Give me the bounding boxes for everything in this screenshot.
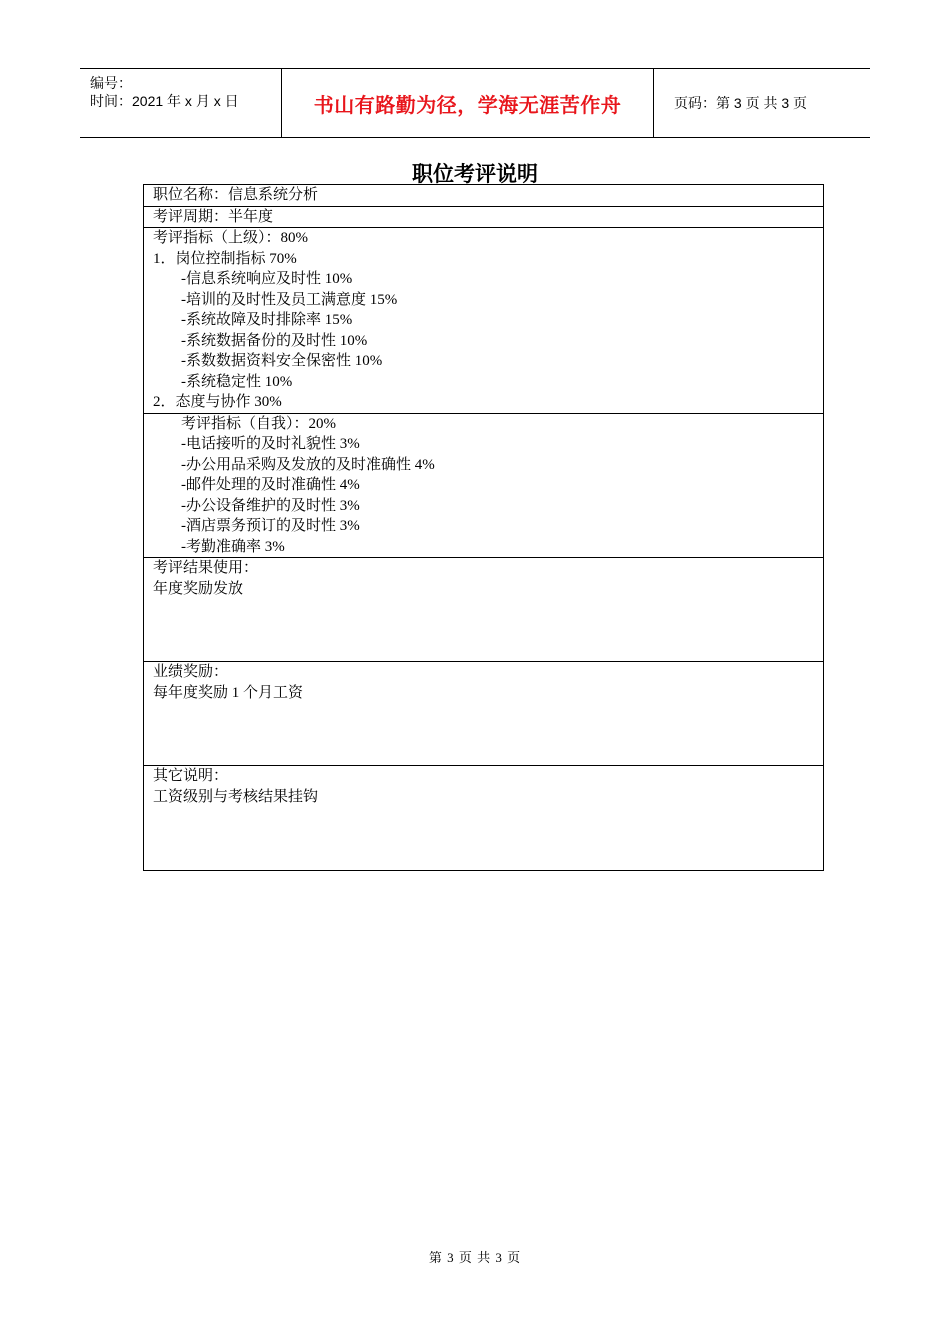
row-result-usage	[144, 558, 823, 662]
header-motto: 书山有路勤为径，学海无涯苦作舟	[282, 69, 654, 137]
bonus-value: 每年度奖励 1 个月工资	[153, 684, 304, 701]
row-bonus	[144, 662, 823, 766]
superior-subitem: -系统数据备份的及时性 10%	[181, 332, 368, 349]
superior-subitem: -培训的及时性及员工满意度 15%	[181, 291, 398, 308]
row-other	[144, 766, 823, 870]
self-item: -办公用品采购及发放的及时准确性 4%	[181, 456, 435, 473]
page-footer: 第 3 页 共 3 页	[428, 1250, 522, 1265]
self-heading: 考评指标（自我）：20%	[181, 415, 336, 432]
superior-subitem: -系统故障及时排除率 15%	[181, 312, 353, 328]
self-item: -酒店票务预订的及时性 3%	[181, 518, 360, 534]
header-meta	[80, 69, 282, 137]
page-header	[80, 68, 870, 138]
header-page-label	[664, 69, 870, 137]
result-usage-label: 考评结果使用：	[153, 560, 259, 576]
bonus-label: 业绩奖励：	[153, 664, 229, 680]
other-label: 其它说明：	[153, 768, 229, 784]
superior-item-1: 1．岗位控制指标 70%	[153, 250, 297, 267]
row-superior-indicators	[144, 228, 823, 414]
self-item: -办公设备维护的及时性 3%	[181, 497, 360, 514]
row-self-indicators	[144, 414, 823, 559]
row-period	[144, 207, 823, 229]
number-label: 编号：	[90, 75, 132, 91]
row-position-name	[144, 185, 823, 207]
result-usage-value: 年度奖励发放	[153, 580, 244, 597]
superior-item-2: 2．态度与协作 30%	[153, 394, 282, 410]
other-value: 工资级别与考核结果挂钩	[153, 788, 319, 805]
superior-subitem: -信息系统响应及时性 10%	[181, 271, 353, 287]
superior-subitem: -系统稳定性 10%	[181, 373, 293, 390]
evaluation-table	[143, 184, 824, 871]
superior-heading: 考评指标（上级）：80%	[153, 230, 308, 246]
document-title: 职位考评说明	[412, 162, 538, 186]
self-item: -电话接听的及时礼貌性 3%	[181, 436, 360, 452]
evaluation-period: 考评周期：半年度	[153, 208, 274, 225]
self-item: -邮件处理的及时准确性 4%	[181, 477, 360, 493]
superior-subitem: -系数数据资料安全保密性 10%	[181, 353, 383, 369]
page-label-text: 页码：第 3 页 共 3 页	[674, 95, 808, 111]
position-name: 职位名称：信息系统分析	[153, 187, 319, 203]
self-item: -考勤准确率 3%	[181, 538, 285, 555]
time-label: 时间：2021 年 x 月 x 日	[90, 93, 239, 109]
